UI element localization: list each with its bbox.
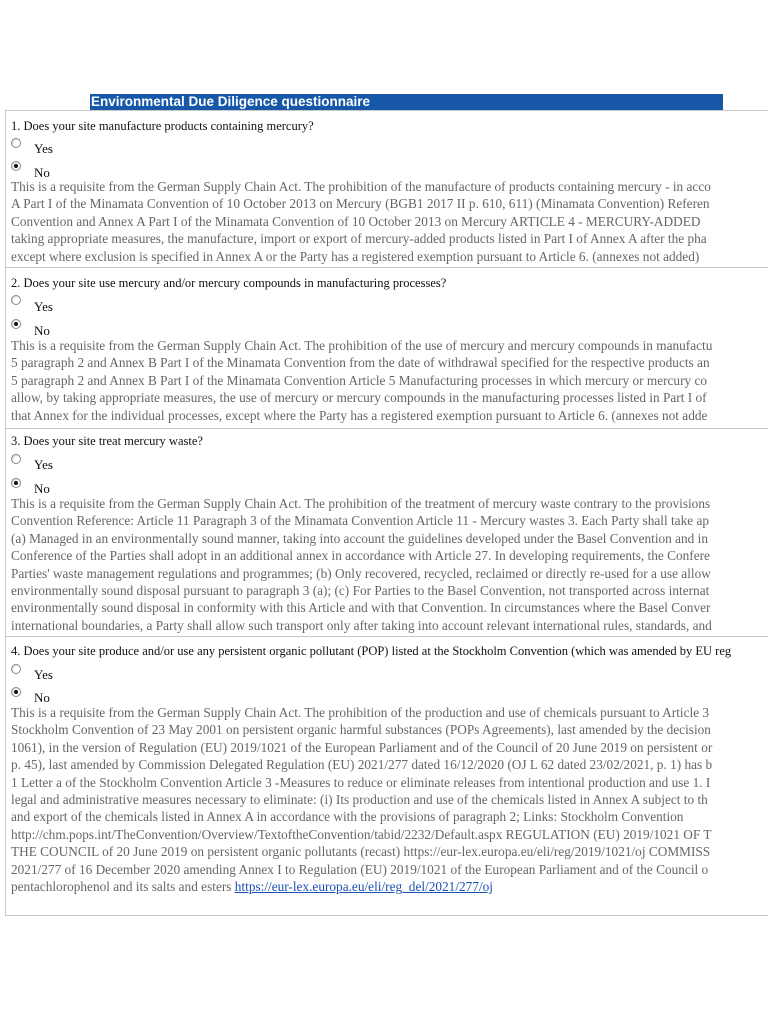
question-description <box>11 495 768 634</box>
question-block-1 <box>5 110 768 268</box>
question-text: 1. Does your site manufacture products containing mercury? <box>11 119 314 133</box>
description-line: THE COUNCIL of 20 June 2019 on persistent organic pollutants (recast) https://eur-lex.europa.eu/eli/reg/2019/1021/oj COMMISS <box>11 844 711 860</box>
description-line: allow, by taking appropriate measures, the use of mercury or mercury compounds in the manufacturing processes listed in Part I of <box>11 390 707 406</box>
radio-yes[interactable] <box>11 295 21 305</box>
question-description <box>11 337 768 424</box>
question-text: 4. Does your site produce and/or use any persistent organic pollutant (POP) listed at the Stockholm Convention (which was amended by EU reg <box>11 644 732 658</box>
description-line: environmentally sound disposal in conformity with this Article and with that Convention. In circumstances where the Basel Conver <box>11 600 711 616</box>
question-description <box>11 178 768 265</box>
description-line: that Annex for the individual processes, except where the Party has a registered exemption pursuant to Article 6. (annexes not adde <box>11 407 708 423</box>
radio-no[interactable] <box>11 161 21 171</box>
radio-no[interactable] <box>11 687 21 697</box>
description-line: Convention Reference: Article 11 Paragraph 3 of the Minamata Convention Article 11 - Mercury wastes 3. Each Party shall take ap <box>11 513 709 529</box>
description-line: p. 45), last amended by Commission Delegated Regulation (EU) 2021/277 dated 16/12/2020 (OJ L 62 dated 23/02/2021, p. 1) has b <box>11 757 713 773</box>
question-block-4 <box>5 637 768 916</box>
description-line: and export of the chemicals listed in Annex A in accordance with the provisions of paragraph 2; Links: Stockholm Convention <box>11 809 684 825</box>
description-line: This is a requisite from the German Supply Chain Act. The prohibition of the use of mercury and mercury compounds in manufactu <box>11 338 713 353</box>
option-label: No <box>34 690 50 705</box>
description-line: except where exclusion is specified in Annex A or the Party has a registered exemption pursuant to Article 6. (annexes not added) <box>11 248 700 264</box>
option-label: Yes <box>34 299 53 314</box>
question-text: 3. Does your site treat mercury waste? <box>11 434 203 448</box>
description-line: environmentally sound disposal pursuant to paragraph 3 (a); (c) For Parties to the Basel Convention, not transported across internat <box>11 583 710 599</box>
radio-yes[interactable] <box>11 454 21 464</box>
question-description <box>11 704 768 895</box>
description-line: A Part I of the Minamata Convention of 10 October 2013 on Mercury (BGB1 2017 II p. 610, 611) (Minamata Convention) Referen <box>11 196 710 212</box>
description-line: 1061), in the version of Regulation (EU) 2019/1021 of the European Parliament and of the Council of 20 June 2019 on persistent or <box>11 739 713 755</box>
radio-yes[interactable] <box>11 138 21 148</box>
description-line: 1 Letter a of the Stockholm Convention Article 3 -Measures to reduce or eliminate releases from intentional production and use 1. I <box>11 774 711 790</box>
option-label: No <box>34 481 50 496</box>
description-line: This is a requisite from the German Supply Chain Act. The prohibition of the production and use of chemicals pursuant to Article 3 <box>11 705 710 720</box>
option-label: Yes <box>34 667 53 682</box>
description-line: Stockholm Convention of 23 May 2001 on persistent organic harmful substances (POPs Agreements), last amended by the decision <box>11 722 711 738</box>
description-line: Parties' waste management regulations and programmes; (b) Only recovered, recycled, reclaimed or directly re-used for a use allow <box>11 565 711 581</box>
description-line: legal and administrative measures necessary to eliminate: (i) Its production and use of the chemicals listed in Annex A subject to th <box>11 792 708 808</box>
question-block-2 <box>5 268 768 429</box>
option-label: Yes <box>34 457 53 472</box>
option-label: Yes <box>34 141 53 156</box>
regulation-link[interactable]: https://eur-lex.europa.eu/eli/reg_del/2021/277/oj <box>234 879 493 895</box>
radio-no[interactable] <box>11 319 21 329</box>
description-line: international boundaries, a Party shall allow such transport only after taking into account relevant international rules, standards, and <box>11 617 712 633</box>
radio-yes[interactable] <box>11 664 21 674</box>
description-line: Conference of the Parties shall adopt in an additional annex in accordance with Article 27. In developing requirements, the Confere <box>11 548 710 564</box>
question-text: 2. Does your site use mercury and/or mercury compounds in manufacturing processes? <box>11 276 447 290</box>
description-text: pentachlorophenol and its salts and esters <box>11 879 235 895</box>
description-line: This is a requisite from the German Supply Chain Act. The prohibition of the treatment of mercury waste contrary to the provisions <box>11 496 711 511</box>
page-title: Environmental Due Diligence questionnaire <box>90 94 723 110</box>
description-line: (a) Managed in an environmentally sound manner, taking into account the guidelines developed under the Basel Convention and in <box>11 530 708 546</box>
description-line: 5 paragraph 2 and Annex B Part I of the Minamata Convention Article 5 Manufacturing processes in which mercury or mercury co <box>11 372 708 388</box>
option-label: No <box>34 165 50 180</box>
description-line: 2021/277 of 16 December 2020 amending Annex I to Regulation (EU) 2019/1021 of the European Parliament and of the Council o <box>11 861 709 877</box>
description-line: 5 paragraph 2 and Annex B Part I of the Minamata Convention from the date of withdrawal specified for the respective products an <box>11 355 710 371</box>
question-block-3 <box>5 429 768 637</box>
description-line: http://chm.pops.int/TheConvention/Overview/TextoftheConvention/tabid/2232/Default.aspx REGULATION (EU) 2019/1021 OF T <box>11 826 712 842</box>
description-line: This is a requisite from the German Supply Chain Act. The prohibition of the manufacture of products containing mercury - in acco <box>11 179 711 194</box>
option-label: No <box>34 323 50 338</box>
radio-no[interactable] <box>11 478 21 488</box>
description-line <box>11 878 768 895</box>
description-line: taking appropriate measures, the manufacture, import or export of mercury-added products listed in Part I of Annex A after the pha <box>11 231 707 247</box>
description-line: Convention and Annex A Part I of the Minamata Convention of 10 October 2013 on Mercury ARTICLE 4 - MERCURY-ADDED <box>11 213 701 229</box>
